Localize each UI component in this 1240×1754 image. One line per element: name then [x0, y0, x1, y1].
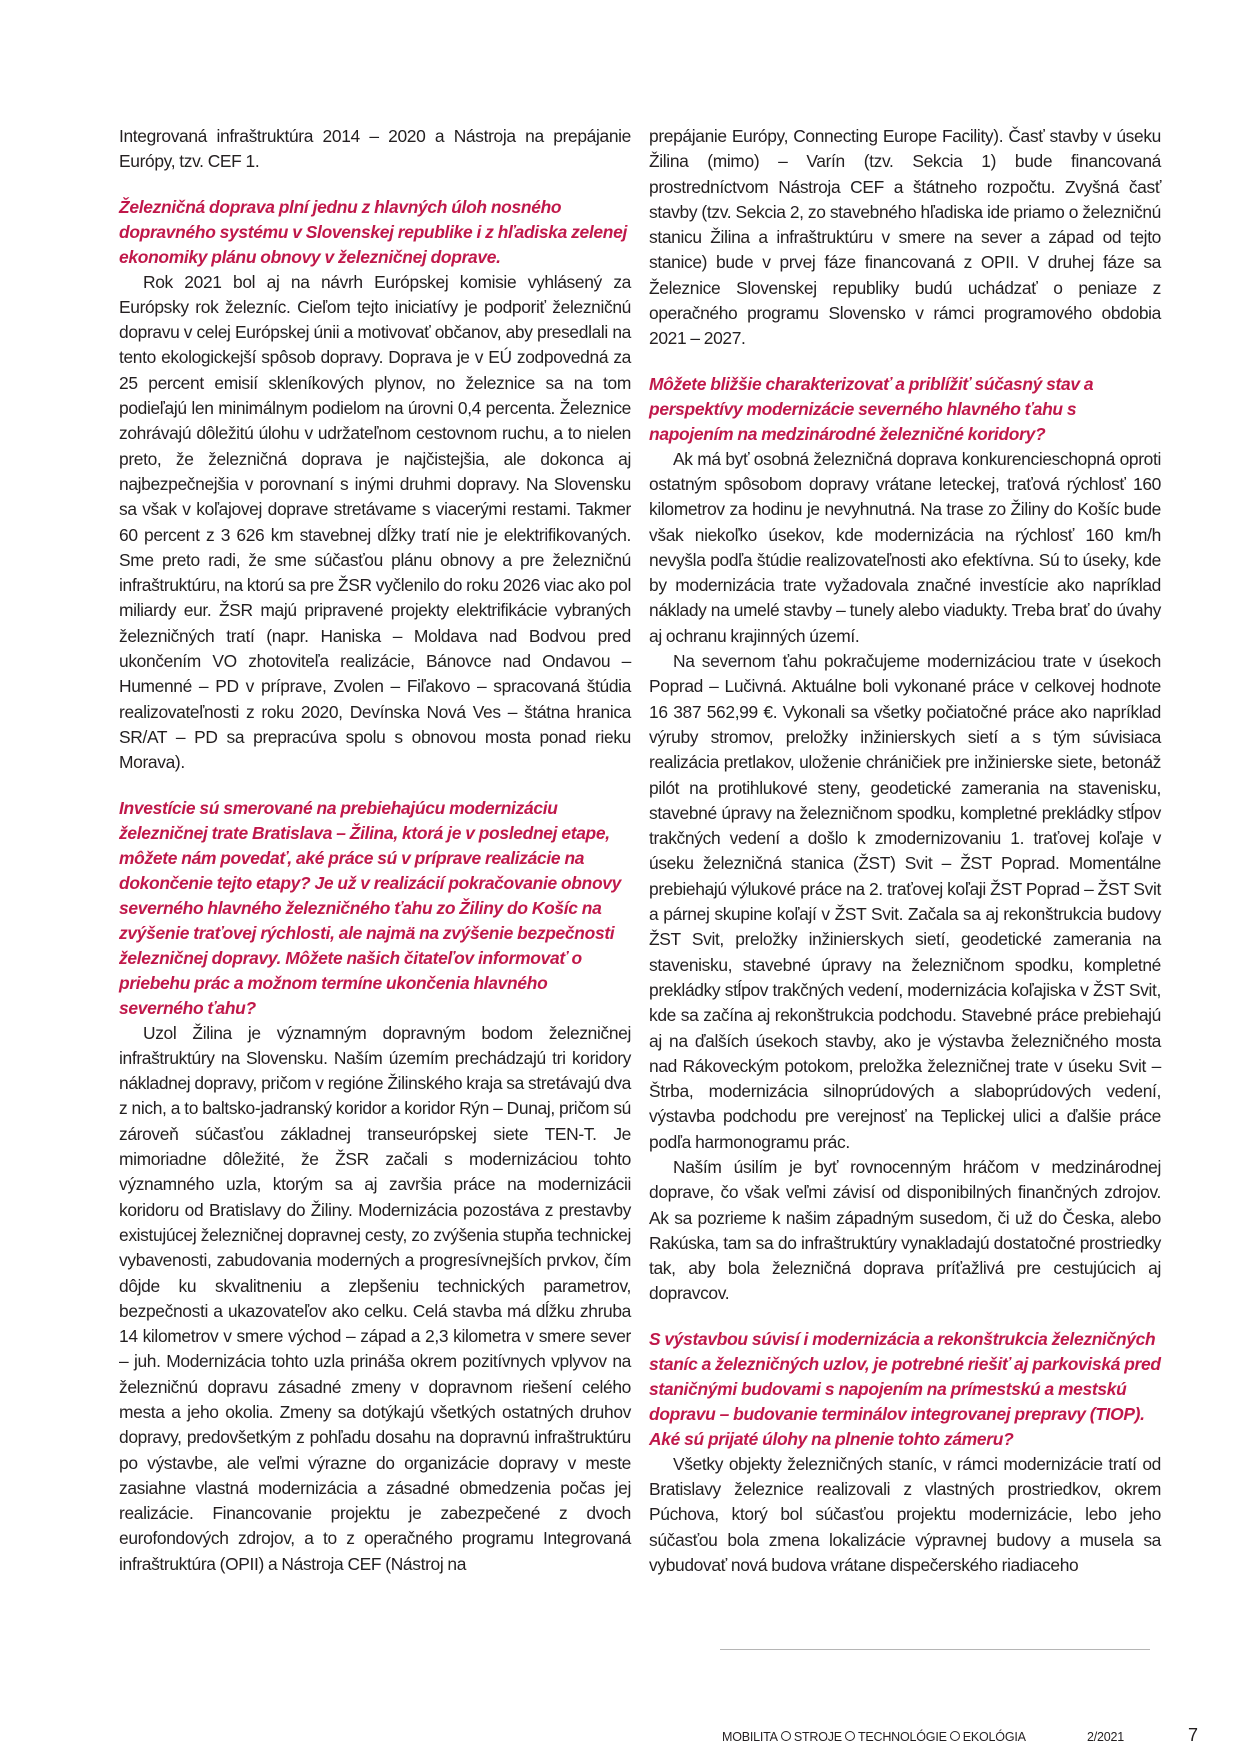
body-paragraph: Naším úsilím je byť rovnocenným hráčom v medzinárodnej doprave, čo však veľmi závisí od disponibilných finančných zdrojov. Ak sa pozrieme k našim západným susedom, či už do Česka, alebo Rakúska, tam sa do infraštruktúry vynakladajú dostatočné prostriedky tak, aby bola železničná doprava príťažlivá pre cestujúcich aj dopravcov. [649, 1156, 1161, 1304]
left-column [119, 124, 631, 1577]
interview-question: S výstavbou súvisí i modernizácia a rekonštrukcia železničných staníc a železničných uzlov, je potrebné riešiť aj parkoviská pred staničnými budovami s napojením na prímestskú a mestskú dopravu – budovanie terminálov integrovanej prepravy (TIOP). Aké sú prijaté úlohy na plnenie tohto zámeru? [649, 1328, 1161, 1449]
interview-question: Investície sú smerované na prebiehajúcu modernizáciu železničnej trate Bratislava – Žilina, ktorá je v poslednej etape, môžete nám povedať, aké práce sú v príprave realizácie na dokončenie tejto etapy? Je už v realizácií pokračovanie obnovy severného hlavného železničného ťahu zo Žiliny do Košíc na zvýšenie traťovej rýchlosti, ale najmä na zvýšenie bezpečnosti železničnej dopravy. Môžete našich čitateľov informovať o priebehu prác a možnom termíne ukončenia hlavného severného ťahu? [119, 797, 622, 1018]
body-paragraph: Všetky objekty železničných staníc, v rámci modernizácie tratí od Bratislavy železnice realizovali z vlastných prostriedkov, okrem Púchova, ktorý bol súčasťou projektu modernizácie, lebo jeho súčasťou bola zmena lokalizácie výpravnej budovy a musela sa vybudovať nová budova vrátane dispečerského riadiaceho [649, 1453, 1161, 1575]
magazine-name [722, 1730, 1026, 1744]
circle-separator-icon [950, 1731, 960, 1741]
magazine-part: EKOLÓGIA [962, 1730, 1026, 1744]
body-paragraph: Na severnom ťahu pokračujeme modernizáciou trate v úsekoch Poprad – Lučivná. Aktuálne boli vykonané práce v celkovej hodnote 16 387 562,99 €. Vykonali sa všetky počiatočné práce ako napríklad výruby stromov, preložky inžinierskych sietí a s tým súvisiaca realizácia pretlakov, uloženie chráničiek pre inžinierske siete, betonáž pilót na protihlukové steny, geodetické zamerania na stavenisku, stavebné úpravy na železničnom spodku, kompletné prekládky stĺpov trakčných vedení a došlo k zmodernizovaniu 1. traťovej koľaje v úseku železničná stanica (ŽST) Svit – ŽST Poprad. Momentálne prebiehajú výlukové práce na 2. traťovej koľaji ŽST Poprad – ŽST Svit a párnej skupine koľají v ŽST Svit. Začala sa aj rekonštrukcia budovy ŽST Svit, preložky inžinierskych sietí, geodetické zamerania na stavenisku, stavebné úpravy na železničnom spodku, kompletné prekládky stĺpov trakčných vedení, modernizácia koľajiska v ŽST Svit, kde sa začína aj rekonštrukcia podchodu. Stavebné práce prebiehajú aj na ďalších úsekoch stavby, ako je výstavba železničného mosta nad Rákoveckým potokom, preložka železničnej trate v úseku Svit – Štrba, modernizácia silnoprúdových a slaboprúdových vedení, výstavba podchodu pre verejnosť na Teplickej ulici a ďalšie práce podľa harmonogramu prác. [649, 651, 1161, 1152]
circle-separator-icon [781, 1731, 791, 1741]
magazine-part: TECHNOLÓGIE [857, 1730, 947, 1744]
body-paragraph: Integrovaná infraštruktúra 2014 – 2020 a Nástroja na prepájanie Európy, tzv. CEF 1. [119, 126, 631, 172]
magazine-part: MOBILITA [722, 1730, 778, 1744]
circle-separator-icon [845, 1731, 855, 1741]
page-footer [722, 1730, 1152, 1752]
issue-number: 2/2021 [1087, 1730, 1125, 1744]
interview-question: Môžete bližšie charakterizovať a priblížiť súčasný stav a perspektívy modernizácie severného hlavného ťahu s napojením na medzinárodné železničné koridory? [649, 373, 1094, 444]
body-paragraph: Uzol Žilina je významným dopravným bodom železničnej infraštruktúry na Slovensku. Naším územím prechádzajú tri koridory nákladnej dopravy, pričom v regióne Žilinského kraja sa stretávajú dva z nich, a to baltsko-jadranský koridor a koridor Rýn – Dunaj, pričom sú zároveň súčasťou základnej transeurópskej siete TEN-T. Je mimoriadne dôležité, že ŽSR začali s modernizáciou tohto významného uzla, ktorým sa aj završia práce na modernizácii koridoru od Bratislavy do Žiliny. Modernizácia pozostáva z prestavby existujúcej železničnej dopravnej cesty, zo zvýšenia stupňa technickej vybavenosti, zabudovania moderných a progresívnejších prvkov, čím dôjde ku skvalitneniu a zlepšeniu technických parametrov, bezpečnosti a ukazovateľov ako celku. Celá stavba má dĺžku zhruba 14 kilometrov v smere východ – západ a 2,3 kilometra v smere sever – juh. Modernizácia tohto uzla prináša okrem pozitívnych vplyvov na železničnú dopravu zásadné zmeny v dopravnom riešení celého mesta a jeho okolia. Zmeny sa dotýkajú všetkých ostatných druhov dopravy, predovšetkým z pohľadu dosahu na dopravnú infraštruktúru po výstavbe, ale veľmi výrazne do organizácie dopravy v meste zasiahne vlastná modernizácia a zásadné obmedzenia počas jej realizácie. Financovanie projektu je zabezpečené z dvoch eurofondových zdrojov, a to z operačného programu Integrovaná infraštruktúra (OPII) a Nástroja CEF (Nástroj na [119, 1022, 631, 1574]
right-column [649, 124, 1161, 1578]
magazine-part: STROJE [793, 1730, 842, 1744]
interview-question: Železničná doprava plní jednu z hlavných úloh nosného dopravného systému v Slovenskej republike i z hľadiska zelenej ekonomiky plánu obnovy v železničnej doprave. [119, 196, 627, 267]
footer-divider [720, 1649, 1150, 1650]
body-paragraph: prepájanie Európy, Connecting Europe Facility). Časť stavby v úseku Žilina (mimo) – Varín (tzv. Sekcia 1) bude financovaná prostredníctvom Nástroja CEF a štátneho rozpočtu. Zvyšná časť stavby (tzv. Sekcia 2, zo stavebného hľadiska ide priamo o železničnú stanicu Žilina a infraštruktúru v smere na sever a západ od tejto stanice) bude v prvej fáze financovaná z OPII. V druhej fáze sa Železnice Slovenskej republiky budú uchádzať o peniaze z operačného programu Slovensko v rámci programového obdobia 2021 – 2027. [649, 126, 1161, 349]
page-number: 7 [1188, 1725, 1199, 1745]
body-paragraph: Ak má byť osobná železničná doprava konkurencieschopná oproti ostatným spôsobom dopravy vrátane leteckej, traťová rýchlosť 160 kilometrov za hodinu je nevyhnutná. Na trase zo Žiliny do Košíc bude však niekoľko úsekov, kde modernizácia na rýchlosť 160 km/h nevyšla podľa štúdie realizovateľnosti ako efektívna. Sú to úseky, kde by modernizácia trate vyžadovala značné investície ako napríklad náklady na umelé stavby – tunely alebo viadukty. Treba brať do úvahy aj ochranu krajinných území. [649, 448, 1161, 646]
body-paragraph: Rok 2021 bol aj na návrh Európskej komisie vyhlásený za Európsky rok železníc. Cieľom tejto iniciatívy je podporiť železničnú dopravu v celej Európskej únii a motivovať občanov, aby presedlali na tento ekologickejší spôsob dopravy. Doprava je v EÚ zodpovedná za 25 percent emisií skleníkových plynov, no železnice sa na tom podieľajú len minimálnym podielom na úrovni 0,4 percenta. Železnice zohrávajú dôležitú úlohu v udržateľnom cestovnom ruchu, a to nielen preto, že železničná doprava je najčistejšia, ale dokonca aj najbezpečnejšia v porovnaní s inými druhmi dopravy. Na Slovensku sa však v koľajovej doprave stretávame s viacerými restami. Takmer 60 percent z 3 626 km stavebnej dĺžky tratí nie je elektrifikovaných. Sme preto radi, že sme súčasťou plánu obnovy a pre železničnú infraštruktúru, na ktorú sa pre ŽSR vyčlenilo do roku 2026 viac ako pol miliardy eur. ŽSR majú pripravené projekty elektrifikácie vybraných železničných tratí (napr. Haniska – Moldava nad Bodvou pred ukončením VO zhotoviteľa realizácie, Bánovce nad Ondavou – Humenné – PD v príprave, Zvolen – Fiľakovo – spracovaná štúdia realizovateľnosti z roku 2020, Devínska Nová Ves – štátna hranica SR/AT – PD sa prepracúva spolu s obnovou mosta ponad rieku Morava). [119, 271, 631, 773]
